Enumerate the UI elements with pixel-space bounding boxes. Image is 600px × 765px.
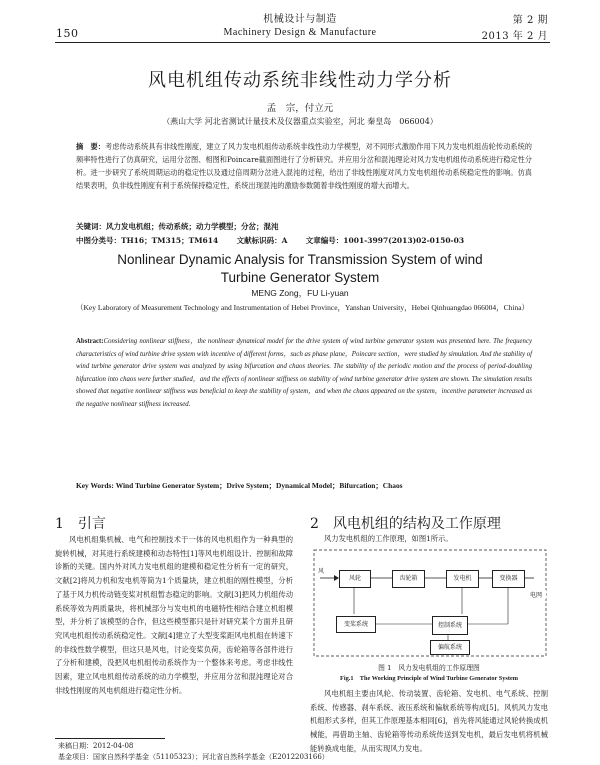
issue-number: 第 2 期 xyxy=(512,15,548,26)
authors-cn: 孟 宗，付立元 xyxy=(266,103,334,114)
article-title-en-line1: Nonlinear Dynamic Analysis for Transmission System of wind xyxy=(117,252,483,267)
abstract-en-text: Considering nonlinear stiffness，the nonlinear dynamical model for the drive system of wind turbine generator system was presented here. The frequency characteristics of wind turbine drive system with incentive of different forms，such as phase plane，Poincare section，were studied by simulation. And the stability of wind turbine generator drive system was analyzed by using bifurcation and chaos theories. The stability of the periodic motion and the process of period-doubling bifurcation into chaos were further studied，and the effects of nonlinear stiffness on stability of wind turbine generator drive system are shown. The simulation results showed that negative nonlinear stiffness was beneficial to keep the stability of system，and when the chaos appeared on the system，incentive parameter increased as the negative nonlinear stiffness increased. xyxy=(76,338,532,408)
section-2-text: 风电机组主要由风轮、传动装置、齿轮箱、发电机、电气系统、控制系统、传感器、刹车系统、液压系统和偏航系统等构成[5]。风机风力发电机组形式多样，但其工作原理基本相同[6]，首先将风能通过风轮转换成机械能，再借助主轴、齿轮箱等传动系统传送到发电机，最后发电机将机械能转换成电能，从而实现风力发电。 xyxy=(310,689,548,753)
fig-converter-box: 变换器 xyxy=(492,570,525,588)
running-header-journal-en: Machinery Design & Manufacture xyxy=(223,27,377,38)
abstract-cn xyxy=(76,140,532,192)
clc-number: 中图分类号：TH16；TM315；TM614 xyxy=(76,236,219,245)
keywords-en xyxy=(76,480,532,491)
affiliation-en: （Key Laboratory of Measurement Technology and Instrumentation of Hebei Province，Yanshan University，Hebei Qinhuangdao 066004，China） xyxy=(76,303,530,312)
article-title-en-line2: Turbine Generator System xyxy=(220,270,380,285)
fig-generator-box: 发电机 xyxy=(446,570,479,588)
fig-wind-label: 风 xyxy=(317,568,324,575)
keywords-cn xyxy=(76,221,532,232)
section-2-title: 2 风电机组的结构及工作原理 xyxy=(310,516,501,532)
keywords-cn-text: 风力发电机组；传动系统；动力学模型；分岔；混沌 xyxy=(106,222,279,231)
figure-1-caption-cn: 图 1 风力发电机组的工作原理图 xyxy=(378,664,480,672)
doc-code: 文献标识码：A xyxy=(236,236,288,245)
fig-grid-label: 电网 xyxy=(526,590,546,599)
abstract-cn-text: 考虑传动系统具有非线性刚度，建立了风力发电机组传动系统非线性动力学模型，对不同形式激励作用下风力发电机组齿轮传动系统的频率特性进行了仿真研究，运用分岔图、相图和Poincare截面图进行了分析研究。并应用分岔和混沌理论对风力发电机组传动系统进行稳定性分析。进一步研究了系统周期运动的稳定性以及通过倍周期分岔进入混沌的过程，给出了非线性刚度对风力发电机组传动系统稳定性的影响。仿真结果表明，负非线性刚度有利于系统保持稳定性，系统出现混沌的激励参数随着非线性刚度的增大而增大。 xyxy=(76,142,532,190)
fig-rotor-box: 风轮 xyxy=(339,570,371,588)
section-1-title: 1 引言 xyxy=(55,516,106,532)
fig-yaw-box: 偏航系统 xyxy=(430,640,470,655)
keywords-cn-label: 关键词： xyxy=(76,222,106,231)
issue-date: 2013 年 2 月 xyxy=(481,31,548,42)
fig-gearbox-box: 齿轮箱 xyxy=(392,570,425,588)
affiliation-cn: （燕山大学 河北省测试计量技术及仪器重点实验室，河北 秦皇岛 066004） xyxy=(162,117,438,126)
abstract-cn-label: 摘 要： xyxy=(76,142,105,151)
article-title-cn: 风电机组传动系统非线性动力学分析 xyxy=(148,70,452,91)
section-2-intro: 风力发电机组的工作原理，如图1所示。 xyxy=(324,534,453,543)
footnote-fund: 基金项目：国家自然科学基金（51105323）；河北省自然科学基金（E2012203166） xyxy=(58,753,329,761)
keywords-en-text: Wind Turbine Generator System；Drive System；Dynamical Model；Bifurcation；Chaos xyxy=(115,481,403,490)
fig-control-box: 控制系统 xyxy=(432,616,468,635)
header-rule xyxy=(55,42,550,43)
fig-pitch-box: 变桨系统 xyxy=(336,616,376,633)
footnote-received: 来稿日期：2012-04-08 xyxy=(58,742,134,750)
figure-1 xyxy=(312,548,548,658)
classification-line xyxy=(76,235,532,246)
running-header-journal-cn: 机械设计与制造 xyxy=(263,14,337,25)
page-number: 150 xyxy=(56,27,79,40)
abstract-en xyxy=(76,336,532,412)
footnote-rule xyxy=(55,738,165,739)
keywords-en-label: Key Words: xyxy=(76,481,114,490)
figure-1-caption-en: Fig.1 The Working Principle of Wind Turbine Generator System xyxy=(340,675,518,682)
article-number: 文章编号：1001-3997(2013)02-0150-03 xyxy=(305,236,465,245)
abstract-en-label: Abstract: xyxy=(76,338,104,345)
section-1-text: 风电机组集机械、电气和控制技术于一体的风电机组作为一种典型的旋转机械，对其进行系统建模和动态特性[1]等风电机组设计、控制和故障诊断的关键。国内外对风力发电机组的建模和稳定性分析有一定的研究，文献[2]将风力机和发电机等简为1个质量块，建立机组的刚性模型，分析了基于风力机传动链变桨对机组暂态稳定的影响。文献[3]把风力机组传动系统等效为两质量块，将机械部分与发电机的电磁特性相结合建立机组模型，并分析了该模型的合作，但这些模型都只是针对研究某个方面并且研究风电机组传动系统稳定性。文献[4]建立了大型变桨距风电机组在转速下的非线性数学模型，但这只是风电，讨论变桨负荷，齿轮箱等各部件进行了分析和建模，没把风电机组传动系统作为一个整体来考虑。考虑非线性因素，建立风电机组传动系统的动力学模型，并应用分岔和混沌理论对合非线性刚度的风电机组进行稳定性分析。 xyxy=(55,535,293,695)
authors-en: MENG Zong，FU Li-yuan xyxy=(251,288,349,298)
